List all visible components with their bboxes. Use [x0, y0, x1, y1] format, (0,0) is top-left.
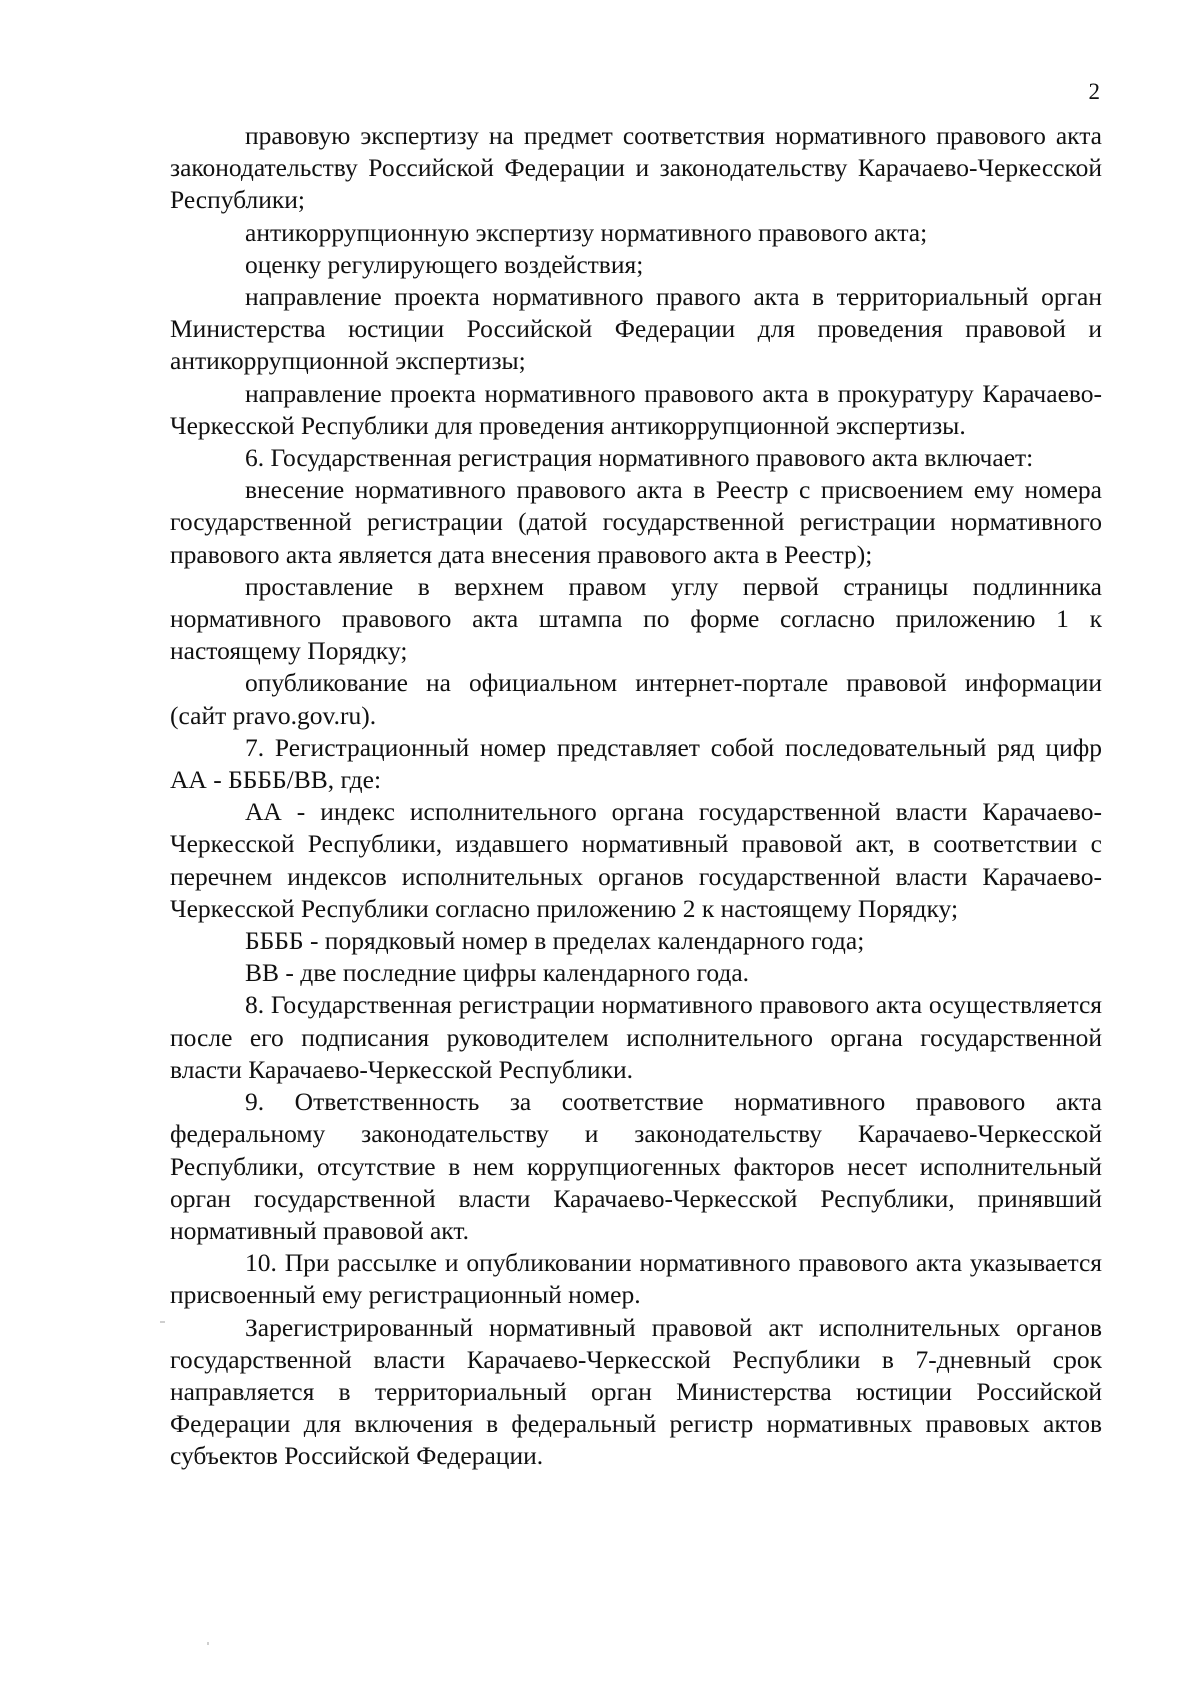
paragraph: ББББ - порядковый номер в пределах календарного года; [245, 926, 865, 956]
paragraph-item-6: 6. Государственная регистрация нормативного правового акта включает: [245, 443, 1034, 473]
paragraph-item-8: 8. Государственная регистрации нормативного правового акта осуществляется после его подписания руководителем исполнительного органа государственной власти Карачаево-Черкесской Республики. [170, 990, 1102, 1084]
scan-speck [160, 1321, 165, 1323]
paragraph: ВВ - две последние цифры календарного года. [245, 958, 750, 988]
paragraph: АА - индекс исполнительного органа государственной власти Карачаево-Черкесской Республики, издавшего нормативный правовой акт, в соответствии с перечнем индексов исполнительных органов государственной власти Карачаево-Черкесской Республики согласно приложению 2 к настоящему Порядку; [170, 797, 1102, 923]
paragraph: оценку регулирующего воздействия; [245, 249, 644, 279]
paragraph: антикоррупционную экспертизу нормативного правового акта; [245, 217, 928, 247]
paragraph: проставление в верхнем правом углу первой страницы подлинника нормативного правового акта штампа по форме согласно приложению 1 к настоящему Порядку; [170, 571, 1102, 666]
paragraph-item-7: 7. Регистрационный номер представляет собой последовательный ряд цифр АА - ББББ/ВВ, где: [170, 732, 1102, 795]
paragraph: внесение нормативного правового акта в Реестр с присвоением ему номера государственной регистрации (датой государственной регистрации нормативного правового акта является дата внесения правового акта в Реестр); [170, 475, 1102, 569]
paragraph: опубликование на официальном интернет-портале правовой информации (сайт pravo.gov.ru). [170, 668, 1102, 730]
paragraph: Зарегистрированный нормативный правовой акт исполнительных органов государственной власти Карачаево-Черкесской Республики в 7-дневный срок направляется в территориальный орган Министерства юстиции Российской Федерации для включения в федеральный регистр нормативных правовых актов субъектов Российской Федерации. [170, 1312, 1102, 1471]
paragraph-item-9: 9. Ответственность за соответствие нормативного правового акта федеральному законодательству и законодательству Карачаево-Черкесской Республики, отсутствие в нем коррупциогенных факторов несет исполнительный орган государственной власти Карачаево-Черкесской Республики, принявший нормативный правовой акт. [170, 1087, 1102, 1245]
paragraph: правовую экспертизу на предмет соответствия нормативного правового акта законодательству Российской Федерации и законодательству Карачаево-Черкесской Республики; [170, 121, 1102, 215]
scan-speck [207, 1642, 209, 1645]
page-number: 2 [1088, 79, 1100, 104]
paragraph: направление проекта нормативного правового акта в прокуратуру Карачаево-Черкесской Республики для проведения антикоррупционной экспертизы. [170, 378, 1102, 440]
paragraph: направление проекта нормативного правого акта в территориальный орган Министерства юстиции Российской Федерации для проведения правовой и антикоррупционной экспертизы; [170, 282, 1102, 376]
paragraph-item-10: 10. При рассылке и опубликовании нормативного правового акта указывается присвоенный ему регистрационный номер. [170, 1248, 1102, 1310]
document-body [170, 120, 1102, 1473]
